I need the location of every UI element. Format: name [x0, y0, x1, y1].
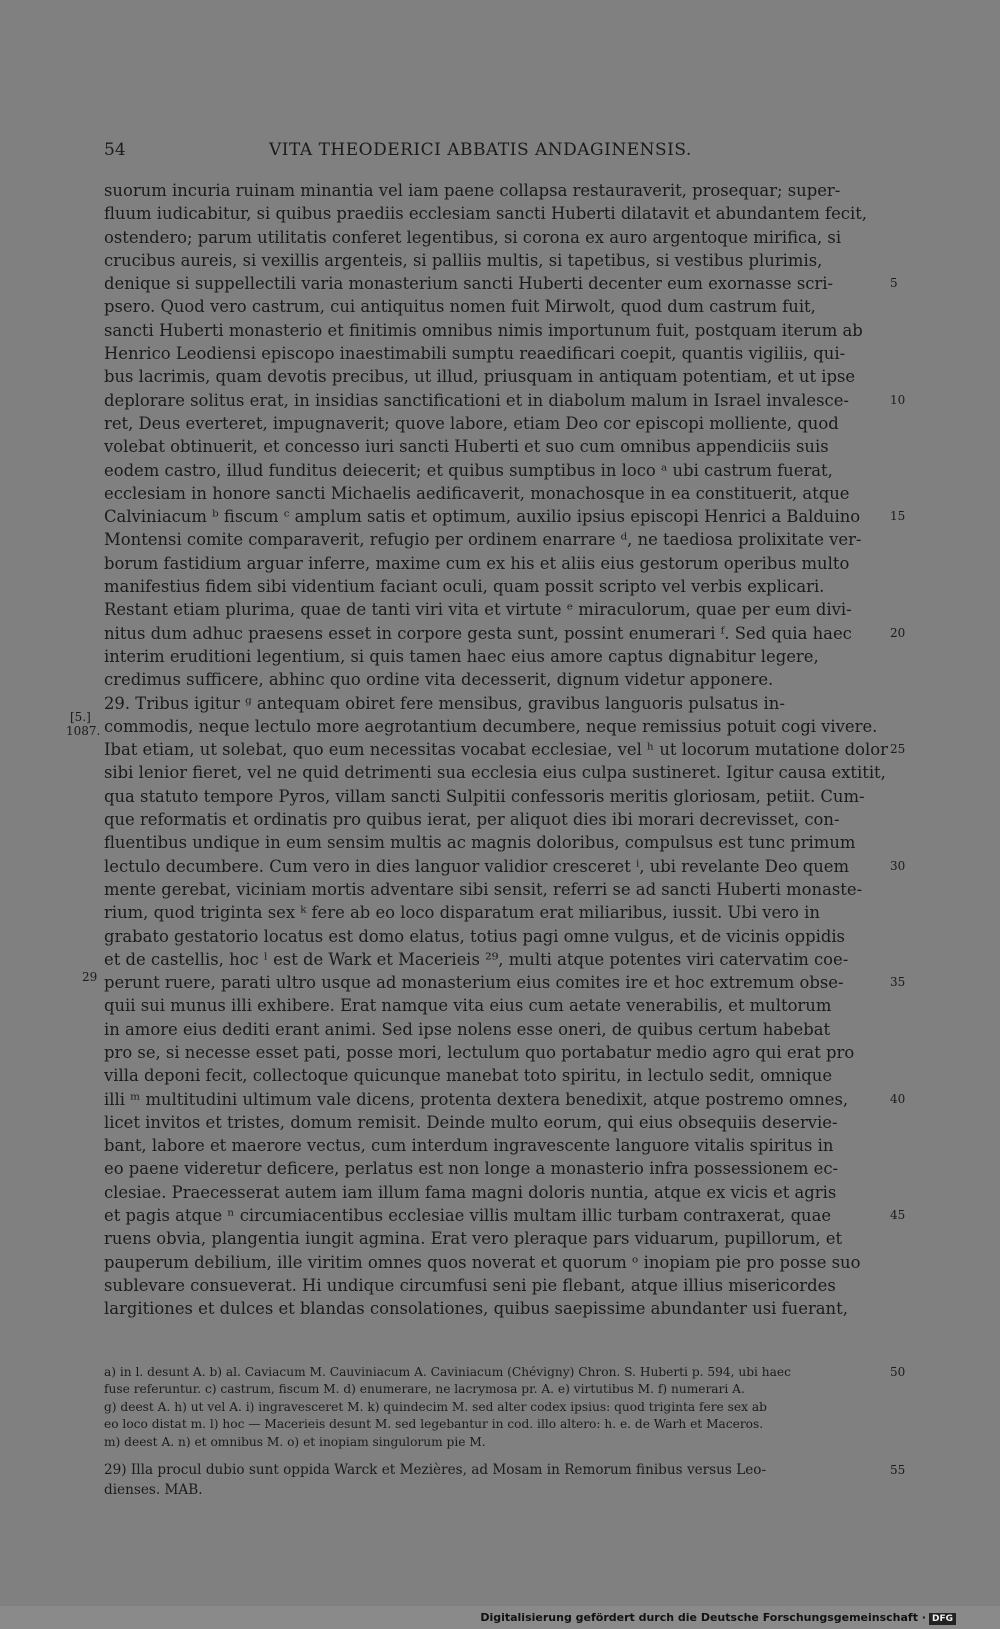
body-line — [104, 785, 882, 808]
body-line-text: 29. Tribus igitur ᵍ antequam obiret fere mensibus, gravibus languoris pulsatus in- — [104, 693, 785, 713]
body-line-text: borum fastidium arguar inferre, maxime cum ex his et aliis eius gestorum operibus multo — [104, 553, 850, 573]
body-line-text: nitus dum adhuc praesens esset in corpore gesta sunt, possint enumerari ᶠ. Sed quia haec — [104, 623, 852, 643]
body-line-text: clesiae. Praecesserat autem iam illum fama magni doloris nuntia, atque ex vicis et agris — [104, 1182, 837, 1202]
body-line — [104, 1274, 882, 1297]
body-line — [104, 1251, 882, 1274]
footnote-line-text: dienses. MAB. — [104, 1482, 203, 1498]
body-line-text: ecclesiam in honore sancti Michaelis aedificaverit, monachosque in ea constituerit, atque — [104, 483, 850, 503]
body-line — [104, 645, 882, 668]
body-line-text: sublevare consueverat. Hi undique circumfusi seni pie flebant, atque illius misericordes — [104, 1275, 836, 1295]
body-line — [104, 202, 882, 225]
body-line — [104, 412, 882, 435]
body-line-text: sibi lenior fieret, vel ne quid detrimenti sua ecclesia eius culpa sustineret. Igitur causa extitit, — [104, 763, 886, 783]
body-line — [104, 994, 882, 1017]
body-line — [104, 505, 906, 528]
body-line — [104, 1041, 882, 1064]
body-line — [104, 855, 906, 878]
body-line — [104, 1297, 882, 1320]
body-line-text: ruens obvia, plangentia iungit agmina. Erat vero pleraque pars viduarum, pupillorum, et — [104, 1229, 843, 1249]
body-line — [104, 1157, 882, 1180]
body-line-text: mente gerebat, viciniam mortis adventare sibi sensit, referri se ad sancti Huberti monaste- — [104, 879, 863, 899]
body-line — [104, 295, 882, 318]
body-line-text: eo paene videretur deficere, perlatus est non longe a monasterio infra possessionem ec- — [104, 1159, 839, 1179]
body-line-text: perunt ruere, parati ultro usque ad monasterium eius comites ire et hoc extremum obse- — [104, 973, 844, 993]
body-line-text: largitiones et dulces et blandas consolationes, quibus saepissime abundanter usi fuerant, — [104, 1299, 848, 1319]
running-header — [104, 140, 874, 164]
line-number: 20 — [890, 625, 906, 640]
body-line — [104, 622, 906, 645]
apparatus-line-text: fuse referuntur. c) castrum, fiscum M. d) enumerare, ne lacrymosa pr. A. e) virtutibus M. f) numerari A. — [104, 1382, 745, 1397]
margin-date-top: [5.] — [70, 710, 91, 724]
body-line-text: psero. Quod vero castrum, cui antiquitus nomen fuit Mirwolt, quod dum castrum fuit, — [104, 297, 816, 317]
body-line — [104, 365, 882, 388]
body-line — [104, 272, 898, 295]
apparatus-line-text: eo loco distat m. l) hoc — Macerieis desunt M. sed legebantur in cod. illo altero: h. e. de Warh et Maceros. — [104, 1417, 764, 1432]
margin-footnote-ref: 29 — [82, 970, 98, 984]
body-line — [104, 925, 882, 948]
apparatus-line-text: g) deest A. h) ut vel A. i) ingravesceret M. k) quindecim M. sed alter codex ipsius: quod triginta fere sex ab — [104, 1399, 767, 1414]
body-line — [104, 668, 882, 691]
margin-date-bottom: 1087. — [66, 724, 101, 738]
body-line — [104, 971, 906, 994]
body-line — [104, 319, 882, 342]
body-line — [104, 1018, 882, 1041]
line-number: 25 — [890, 742, 906, 757]
body-line — [104, 878, 882, 901]
body-line — [104, 459, 882, 482]
body-line-text: denique si suppellectili varia monasterium sancti Huberti decenter eum exornasse scri- — [104, 274, 834, 294]
body-line-text: quii sui munus illi exhibere. Erat namque vita eius cum aetate venerabilis, et multorum — [104, 996, 832, 1016]
body-line-text: licet invitos et tristes, domum remisit. Deinde multo eorum, qui eius obsequiis deservie- — [104, 1112, 838, 1132]
footnote-line — [104, 1460, 906, 1480]
apparatus-line — [104, 1434, 882, 1451]
body-line — [104, 761, 886, 784]
apparatus-line — [104, 1364, 906, 1381]
body-line — [104, 715, 882, 738]
body-line — [104, 482, 882, 505]
body-line — [104, 1204, 906, 1227]
body-line — [104, 831, 882, 854]
line-number: 55 — [890, 1463, 906, 1477]
body-line — [104, 552, 882, 575]
body-line-text: interim eruditioni legentium, si quis tamen haec eius amore captus dignabitur legere, — [104, 646, 819, 666]
body-line — [104, 1111, 882, 1134]
body-line-text: manifestius fidem sibi videntium faciant oculi, quam possit scripto vel verbis explicari. — [104, 577, 825, 597]
body-line-text: ostendero; parum utilitatis conferet legentibus, si corona ex auro argentoque mirifica, si — [104, 227, 842, 247]
body-line-text: grabato gestatorio locatus est domo elatus, totius pagi omne vulgus, et de vicinis oppidis — [104, 926, 845, 946]
line-number: 35 — [890, 975, 906, 990]
body-line — [104, 1064, 882, 1087]
apparatus-line-text: m) deest A. n) et omnibus M. o) et inopiam singulorum pie M. — [104, 1434, 486, 1449]
body-line-text: villa deponi fecit, collectoque quicunque manebat toto spiritu, in lectulo sedit, omnique — [104, 1066, 833, 1086]
body-line-text: bant, labore et maerore vectus, cum interdum ingravescente languore vitalis spiritus in — [104, 1136, 834, 1156]
running-title: VITA THEODERICI ABBATIS ANDAGINENSIS. — [269, 140, 692, 160]
body-line-text: bus lacrimis, quam devotis precibus, ut illud, priusquam in antiquam potentiam, et ut ipse — [104, 367, 856, 387]
line-number: 50 — [890, 1365, 906, 1379]
apparatus-line — [104, 1416, 882, 1433]
apparatus-line — [104, 1399, 882, 1416]
body-line-text: commodis, neque lectulo more aegrotantium decumbere, neque remissius potuit cogi vivere. — [104, 716, 878, 736]
body-line-text: que reformatis et ordinatis pro quibus ierat, per aliquot dies ibi morari decrevisset, con- — [104, 810, 840, 830]
body-line-text: credimus sufficere, abhinc quo ordine vita decesserit, dignum videtur apponere. — [104, 670, 774, 690]
critical-apparatus — [104, 1364, 906, 1451]
page-number: 54 — [104, 140, 126, 160]
body-line-text: Restant etiam plurima, quae de tanti viri vita et virtute ᵉ miraculorum, quae per eum divi- — [104, 600, 852, 620]
body-line-text: eodem castro, illud funditus deiecerit; et quibus sumptibus in loco ᵃ ubi castrum fuerat, — [104, 460, 833, 480]
body-line-text: lectulo decumbere. Cum vero in dies languor validior cresceret ⁱ, ubi revelante Deo quem — [104, 856, 850, 876]
body-line-text: Henrico Leodiensi episcopo inaestimabili sumptu reaedificari coepit, quantis vigiliis, qui- — [104, 344, 846, 364]
footnote-line — [104, 1480, 882, 1500]
body-line — [104, 575, 882, 598]
body-line — [104, 528, 882, 551]
body-line-text: crucibus aureis, si vexillis argenteis, si palliis multis, si tapetibus, si vestibus plurimis, — [104, 250, 823, 270]
body-line — [104, 738, 906, 761]
line-number: 5 — [890, 276, 898, 291]
body-line-text: et de castellis, hoc ˡ est de Wark et Macerieis ²⁹, multi atque potentes viri catervatim coe- — [104, 949, 849, 969]
line-number: 10 — [890, 392, 906, 407]
body-line — [104, 901, 882, 924]
body-line — [104, 598, 882, 621]
body-line-text: et pagis atque ⁿ circumiacentibus ecclesiae villis multam illic turbam contraxerat, quae — [104, 1206, 832, 1226]
body-line-text: rium, quod triginta sex ᵏ fere ab eo loco disparatum erat miliaribus, iussit. Ubi vero in — [104, 903, 820, 923]
body-line-text: volebat obtinuerit, et concesso iuri sancti Huberti et suo cum omnibus appendiciis suis — [104, 437, 829, 457]
body-line-text: pro se, si necesse esset pati, posse mori, lectulum quo portabatur medio agro qui erat pro — [104, 1042, 855, 1062]
credit-text: Digitalisierung gefördert durch die Deutsche Forschungsgemeinschaft · — [480, 1611, 926, 1624]
body-line-text: fluum iudicabitur, si quibus praediis ecclesiam sancti Huberti dilatavit et abundantem fecit, — [104, 204, 868, 224]
apparatus-line — [104, 1381, 882, 1398]
body-line-text: illi ᵐ multitudini ultimum vale dicens, protenta dextera benedixit, atque postremo omnes, — [104, 1089, 849, 1109]
body-line — [104, 692, 882, 715]
body-line — [104, 226, 882, 249]
line-number: 40 — [890, 1091, 906, 1106]
line-number: 30 — [890, 858, 906, 873]
body-line-text: Montensi comite comparaverit, refugio per ordinem enarrare ᵈ, ne taediosa prolixitate ver- — [104, 530, 862, 550]
body-line-text: suorum incuria ruinam minantia vel iam paene collapsa restauraverit, prosequar; super- — [104, 181, 841, 200]
footnote — [104, 1460, 906, 1500]
body-line-text: qua statuto tempore Pyros, villam sancti Sulpitii confessoris meritis gloriosam, petiit. Cum- — [104, 786, 865, 806]
body-line-text: in amore eius dediti erant animi. Sed ipse nolens esse oneri, de quibus certum habebat — [104, 1019, 831, 1039]
body-line — [104, 948, 882, 971]
body-line-text: Ibat etiam, ut solebat, quo eum necessitas vocabat ecclesiae, vel ʰ ut locorum mutatione dolor — [104, 740, 888, 760]
body-line-text: fluentibus undique in eum sensim multis ac magnis doloribus, compulsus est tunc primum — [104, 833, 856, 853]
main-text — [104, 179, 906, 1321]
body-line-text: ret, Deus everteret, impugnaverit; quove labore, etiam Deo cor episcopi molliente, quod — [104, 413, 839, 433]
body-line-text: sancti Huberti monasterio et finitimis omnibus nimis importunum fuit, postquam iterum ab — [104, 320, 863, 340]
body-line-text: pauperum debilium, ille viritim omnes quos noverat et quorum ᵒ inopiam pie pro posse suo — [104, 1252, 861, 1272]
body-line — [104, 1088, 906, 1111]
body-line-text: Calviniacum ᵇ fiscum ᶜ amplum satis et optimum, auxilio ipsius episcopi Henrici a Balduino — [104, 507, 861, 527]
dfg-logo-icon: DFG — [929, 1613, 956, 1625]
apparatus-line-text: a) in l. desunt A. b) al. Caviacum M. Cauviniacum A. Caviniacum (Chévigny) Chron. S. Huberti p. 594, ubi haec — [104, 1365, 791, 1379]
body-line — [104, 1227, 882, 1250]
body-line — [104, 1134, 882, 1157]
body-line — [104, 342, 882, 365]
footnote-line-text: 29) Illa procul dubio sunt oppida Warck et Mezières, ad Mosam in Remorum finibus versus Leo- — [104, 1462, 767, 1478]
body-line — [104, 389, 906, 412]
body-line-text: deplorare solitus erat, in insidias sanctificationi et in diabolum malum in Israel invalesce- — [104, 390, 849, 410]
body-line — [104, 435, 882, 458]
line-number: 45 — [890, 1208, 906, 1223]
body-line — [104, 808, 882, 831]
line-number: 15 — [890, 509, 906, 524]
digitization-credit — [480, 1611, 956, 1625]
body-line — [104, 249, 882, 272]
body-line — [104, 1181, 882, 1204]
body-line — [104, 179, 882, 202]
